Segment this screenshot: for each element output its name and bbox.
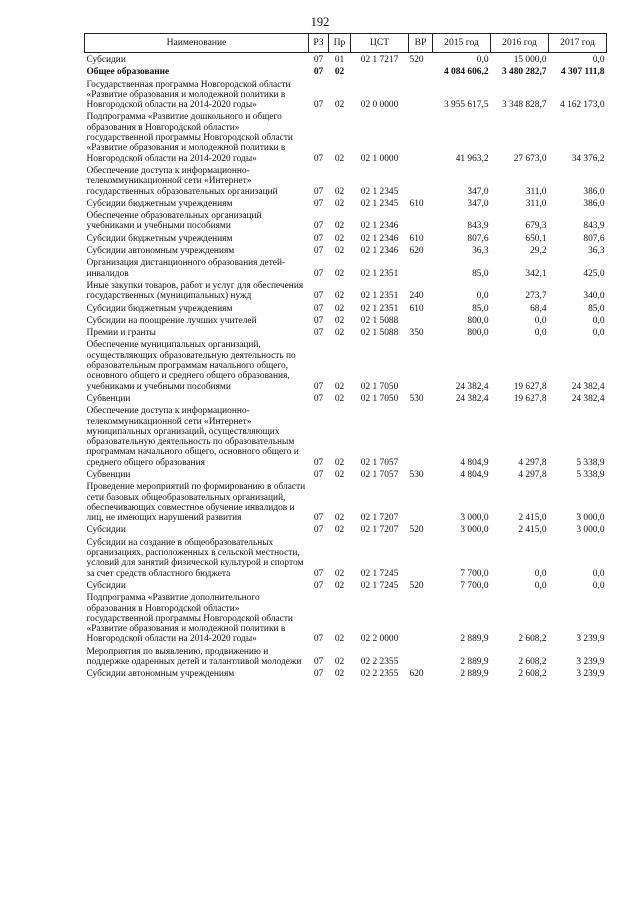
cell-cst: 02 1 2351	[360, 303, 399, 314]
cell-y2017: 386,0	[583, 198, 605, 209]
cell-pr: 02	[334, 291, 345, 302]
cell-cst: 02 1 0000	[360, 153, 399, 164]
cell-y2016: 0,0	[534, 568, 547, 579]
cell-name: Обеспечение образовательных организаций учебниками и учебными пособиями	[86, 211, 262, 232]
cell-y2015: 85,0	[472, 303, 489, 314]
cell-vr	[409, 211, 433, 234]
cell-name: Обеспечение доступа к информационно-телекоммуникационной сети «Интернет» государственных образовательных организаций	[86, 165, 278, 197]
cell-y2015: 843,9	[467, 221, 489, 232]
table-header-row	[85, 34, 607, 53]
cell-rz: 07	[313, 328, 324, 339]
table-row	[85, 406, 607, 470]
cell-cst: 02 1 2346	[360, 233, 399, 244]
cell-y2017: 34 376,2	[571, 153, 605, 164]
cell-rz: 07	[313, 198, 324, 209]
table-row	[85, 166, 607, 199]
cell-y2017: 0,0	[592, 568, 605, 579]
table-row	[85, 53, 607, 68]
cell-name: Субсидии бюджетным учреждениям	[86, 198, 233, 209]
cell-cst: 02 1 2351	[360, 268, 399, 279]
cell-name: Субсидии на поощрение лучших учителей	[86, 315, 257, 326]
cell-cst: 02 1 7245	[360, 580, 399, 591]
cell-cst: 02 1 2345	[360, 198, 399, 209]
cell-pr: 02	[334, 233, 345, 244]
cell-cst: 02 2 2355	[360, 657, 399, 668]
cell-vr: 520	[409, 55, 424, 65]
cell-vr: 520	[409, 525, 424, 536]
cell-rz: 07	[313, 186, 324, 197]
cell-y2016: 679,3	[525, 221, 547, 232]
cell-y2015: 347,0	[467, 198, 489, 209]
cell-y2017: 85,0	[588, 303, 605, 314]
table-row	[85, 80, 607, 113]
cell-y2017: 0,0	[592, 55, 605, 65]
cell-rz: 07	[313, 67, 324, 78]
cell-y2017: 3 239,9	[576, 669, 605, 680]
cell-y2017: 3 239,9	[576, 657, 605, 668]
cell-vr: 240	[409, 291, 424, 302]
table-row	[85, 304, 607, 316]
cell-name: Премии и гранты	[86, 328, 156, 339]
cell-y2017: 843,9	[583, 221, 605, 232]
table-row	[85, 538, 607, 581]
cell-name: Субвенции	[86, 393, 131, 404]
cell-pr: 02	[334, 67, 345, 78]
cell-y2016: 68,4	[530, 303, 547, 314]
cell-pr: 02	[334, 315, 345, 326]
cell-y2016: 29,2	[530, 246, 547, 257]
cell-name: Субсидии	[86, 55, 126, 65]
budget-table	[84, 33, 607, 682]
cell-pr: 02	[334, 268, 345, 279]
cell-rz: 07	[313, 100, 324, 111]
cell-y2016: 4 297,8	[518, 469, 547, 480]
header-rz: РЗ	[309, 34, 329, 53]
cell-y2016: 3 480 282,7	[501, 67, 547, 78]
cell-name: Субсидии бюджетным учреждениям	[86, 303, 233, 314]
cell-y2016: 27 673,0	[513, 153, 547, 164]
cell-y2015: 3 955 617,5	[443, 100, 489, 111]
cell-y2016: 342,1	[525, 268, 547, 279]
cell-y2016: 650,1	[525, 233, 547, 244]
cell-cst: 02 1 7050	[360, 393, 399, 404]
cell-vr	[409, 482, 433, 525]
table-row	[85, 394, 607, 406]
cell-rz: 07	[313, 291, 324, 302]
cell-y2017: 3 000,0	[576, 525, 605, 536]
table-row	[85, 67, 607, 79]
cell-pr: 02	[334, 393, 345, 404]
cell-name: Мероприятия по выявлению, продвижению и поддержке одаренных детей и талантливой молодежи	[86, 646, 302, 668]
cell-name: Подпрограмма «Развитие дошкольного и общего образования в Новгородской области» государственной программы Новгородской области «Развитие образования и молодежной политики в Новгородской области на 2014-2020 годы»	[86, 112, 293, 164]
cell-rz: 07	[313, 525, 324, 536]
cell-vr	[409, 647, 433, 670]
cell-rz: 07	[313, 246, 324, 257]
cell-y2017: 24 382,4	[571, 381, 605, 392]
cell-name: Иные закупки товаров, работ и услуг для обеспечения государственных (муниципальных) нужд	[86, 280, 304, 302]
cell-rz: 07	[313, 634, 324, 645]
cell-pr: 02	[334, 303, 345, 314]
cell-y2016: 0,0	[534, 315, 547, 326]
cell-vr: 350	[409, 328, 424, 339]
cell-vr: 610	[409, 198, 424, 209]
table-row	[85, 211, 607, 234]
cell-y2016: 0,0	[534, 580, 547, 591]
table-row	[85, 112, 607, 165]
cell-name: Обеспечение муниципальных организаций, осуществляющих образовательную деятельность по образовательным программам начального общего, основного общего и среднего общего образования, учебниками и учебными пособиями	[86, 340, 296, 392]
cell-y2017: 0,0	[592, 315, 605, 326]
cell-rz: 07	[313, 657, 324, 668]
table-row	[85, 593, 607, 646]
cell-rz: 07	[313, 303, 324, 314]
cell-y2015: 24 382,4	[455, 393, 489, 404]
table-row	[85, 316, 607, 328]
cell-y2016: 311,0	[525, 198, 547, 209]
cell-vr: 530	[409, 393, 424, 404]
cell-rz: 07	[313, 153, 324, 164]
cell-pr: 02	[334, 469, 345, 480]
cell-y2015: 85,0	[472, 268, 489, 279]
cell-y2017: 5 338,9	[576, 469, 605, 480]
table-row	[85, 258, 607, 281]
header-cst: ЦСТ	[351, 34, 409, 53]
cell-y2015: 4 804,9	[460, 457, 489, 468]
table-row	[85, 340, 607, 393]
cell-y2017: 3 239,9	[576, 634, 605, 645]
cell-y2017: 807,6	[583, 233, 605, 244]
cell-y2017: 24 382,4	[571, 393, 605, 404]
cell-cst: 02 2 2355	[360, 669, 399, 680]
cell-y2016: 273,7	[525, 291, 547, 302]
cell-vr	[409, 593, 433, 646]
cell-y2017: 425,0	[583, 268, 605, 279]
table-row	[85, 199, 607, 211]
table-row	[85, 470, 607, 482]
cell-name: Обеспечение доступа к информационно-телекоммуникационной сети «Интернет» муниципальных организаций, осуществляющих образовательную деятельность по образовательным программам начального общего, основного общего и среднего общего образования	[86, 406, 299, 468]
cell-pr: 02	[334, 568, 345, 579]
cell-cst: 02 2 0000	[360, 634, 399, 645]
cell-y2015: 807,6	[467, 233, 489, 244]
table-row	[85, 525, 607, 537]
cell-y2015: 0,0	[476, 55, 489, 65]
cell-vr	[409, 258, 433, 281]
cell-vr	[409, 406, 433, 470]
cell-y2015: 2 889,9	[460, 634, 489, 645]
cell-y2016: 19 627,8	[513, 393, 547, 404]
cell-cst: 02 1 5088	[360, 328, 399, 339]
cell-name: Проведение мероприятий по формированию в области сети базовых общеобразовательных организаций, обеспечивающих совместное обучение инвалидов и лиц, не имеющих нарушений развития	[86, 482, 306, 524]
cell-vr	[409, 166, 433, 199]
cell-rz: 07	[313, 233, 324, 244]
cell-pr: 02	[334, 381, 345, 392]
table-row	[85, 669, 607, 681]
cell-pr: 02	[334, 328, 345, 339]
cell-rz: 07	[313, 513, 324, 524]
cell-y2016: 2 608,2	[518, 634, 547, 645]
cell-cst: 02 1 7207	[360, 513, 399, 524]
cell-vr: 620	[409, 246, 424, 257]
cell-y2017: 3 000,0	[576, 513, 605, 524]
cell-name: Субвенции	[86, 469, 131, 480]
cell-rz: 07	[313, 393, 324, 404]
cell-y2015: 3 000,0	[460, 513, 489, 524]
cell-y2016: 3 348 828,7	[501, 100, 547, 111]
cell-cst: 02 1 5088	[360, 315, 399, 326]
cell-y2017: 340,0	[583, 291, 605, 302]
cell-y2015: 2 889,9	[460, 669, 489, 680]
table-row	[85, 246, 607, 258]
cell-cst: 02 1 7245	[360, 568, 399, 579]
cell-pr: 02	[334, 657, 345, 668]
cell-vr: 520	[409, 580, 424, 591]
cell-y2016: 2 415,0	[518, 513, 547, 524]
cell-y2016: 15 000,0	[513, 55, 547, 65]
cell-cst: 02 1 7217	[360, 55, 399, 65]
cell-rz: 07	[313, 268, 324, 279]
cell-cst: 02 0 0000	[360, 100, 399, 111]
cell-vr: 610	[409, 303, 424, 314]
cell-pr: 02	[334, 457, 345, 468]
cell-cst: 02 1 7057	[360, 457, 399, 468]
cell-name: Общее образование	[86, 67, 170, 78]
cell-y2016: 0,0	[534, 328, 547, 339]
cell-cst: 02 1 2345	[360, 186, 399, 197]
cell-rz: 07	[313, 469, 324, 480]
cell-pr: 01	[334, 55, 345, 65]
cell-pr: 02	[334, 186, 345, 197]
cell-y2016: 2 415,0	[518, 525, 547, 536]
cell-cst: 02 1 2346	[360, 246, 399, 257]
header-2015: 2015 год	[433, 34, 491, 53]
page-number: 192	[310, 15, 330, 29]
cell-name: Субсидии автономным учреждениям	[86, 669, 235, 680]
cell-y2015: 7 700,0	[460, 568, 489, 579]
cell-y2017: 386,0	[583, 186, 605, 197]
cell-y2015: 347,0	[467, 186, 489, 197]
cell-y2015: 0,0	[476, 291, 489, 302]
cell-pr: 02	[334, 153, 345, 164]
cell-y2016: 19 627,8	[513, 381, 547, 392]
table-row	[85, 281, 607, 304]
header-name: Наименование	[85, 34, 309, 53]
cell-pr: 02	[334, 580, 345, 591]
cell-name: Организация дистанционного образования детей-инвалидов	[86, 258, 286, 279]
cell-y2017: 4 162 173,0	[559, 100, 605, 111]
cell-y2017: 36,3	[588, 246, 605, 257]
cell-cst: 02 1 7207	[360, 525, 399, 536]
cell-y2015: 24 382,4	[455, 381, 489, 392]
cell-pr: 02	[334, 669, 345, 680]
cell-vr: 620	[409, 669, 424, 680]
cell-y2017: 4 307 111,8	[561, 67, 605, 78]
cell-pr: 02	[334, 634, 345, 645]
cell-vr: 530	[409, 469, 424, 480]
cell-y2015: 3 000,0	[460, 525, 489, 536]
cell-y2015: 2 889,9	[460, 657, 489, 668]
cell-vr	[409, 80, 433, 113]
cell-y2017: 0,0	[592, 580, 605, 591]
cell-rz: 07	[313, 315, 324, 326]
cell-pr: 02	[334, 100, 345, 111]
cell-pr: 02	[334, 221, 345, 232]
header-2016: 2016 год	[491, 34, 549, 53]
cell-vr: 610	[409, 233, 424, 244]
cell-y2015: 4 084 606,2	[443, 67, 489, 78]
cell-pr: 02	[334, 525, 345, 536]
cell-rz: 07	[313, 381, 324, 392]
cell-cst: 02 1 7050	[360, 381, 399, 392]
cell-name: Субсидии	[86, 580, 126, 591]
cell-name: Субсидии на создание в общеобразовательных организациях, расположенных в сельской местности, условий для занятий физической культурой и спортом за счет средств областного бюджета	[86, 537, 304, 579]
cell-cst: 02 1 2346	[360, 221, 399, 232]
cell-rz: 07	[313, 669, 324, 680]
cell-y2016: 2 608,2	[518, 669, 547, 680]
cell-y2015: 7 700,0	[460, 580, 489, 591]
cell-rz: 07	[313, 457, 324, 468]
cell-cst: 02 1 7057	[360, 469, 399, 480]
table-row	[85, 234, 607, 246]
cell-vr	[409, 112, 433, 165]
cell-vr	[409, 340, 433, 393]
header-pr: Пр	[329, 34, 351, 53]
cell-y2016: 4 297,8	[518, 457, 547, 468]
cell-vr	[409, 538, 433, 581]
cell-vr	[409, 67, 433, 79]
cell-pr: 02	[334, 246, 345, 257]
cell-name: Подпрограмма «Развитие дополнительного образования в Новгородской области» государственной программы Новгородской области «Развитие образования и молодежной политики в Новгородской области на 2014-2020 годы»	[86, 593, 293, 645]
table-row	[85, 328, 607, 340]
cell-y2015: 800,0	[467, 328, 489, 339]
cell-rz: 07	[313, 55, 324, 65]
header-vr: ВР	[409, 34, 433, 53]
cell-name: Субсидии	[86, 525, 126, 536]
cell-name: Субсидии автономным учреждениям	[86, 246, 235, 257]
cell-y2016: 311,0	[525, 186, 547, 197]
table-row	[85, 581, 607, 593]
cell-y2015: 41 963,2	[455, 153, 489, 164]
table-row	[85, 647, 607, 670]
cell-rz: 07	[313, 221, 324, 232]
cell-y2015: 4 804,9	[460, 469, 489, 480]
cell-cst	[351, 67, 409, 79]
cell-rz: 07	[313, 580, 324, 591]
cell-name: Государственная программа Новгородской области «Развитие образования и молодежной политики в Новгородской области на 2014-2020 годы»	[86, 79, 291, 111]
cell-y2017: 5 338,9	[576, 457, 605, 468]
header-2017: 2017 год	[549, 34, 607, 53]
cell-vr	[409, 316, 433, 328]
table-row	[85, 482, 607, 525]
cell-pr: 02	[334, 513, 345, 524]
cell-y2015: 800,0	[467, 315, 489, 326]
cell-y2016: 2 608,2	[518, 657, 547, 668]
cell-pr: 02	[334, 198, 345, 209]
cell-y2017: 0,0	[592, 328, 605, 339]
cell-cst: 02 1 2351	[360, 291, 399, 302]
cell-rz: 07	[313, 568, 324, 579]
cell-name: Субсидии бюджетным учреждениям	[86, 233, 233, 244]
cell-y2015: 36,3	[472, 246, 489, 257]
